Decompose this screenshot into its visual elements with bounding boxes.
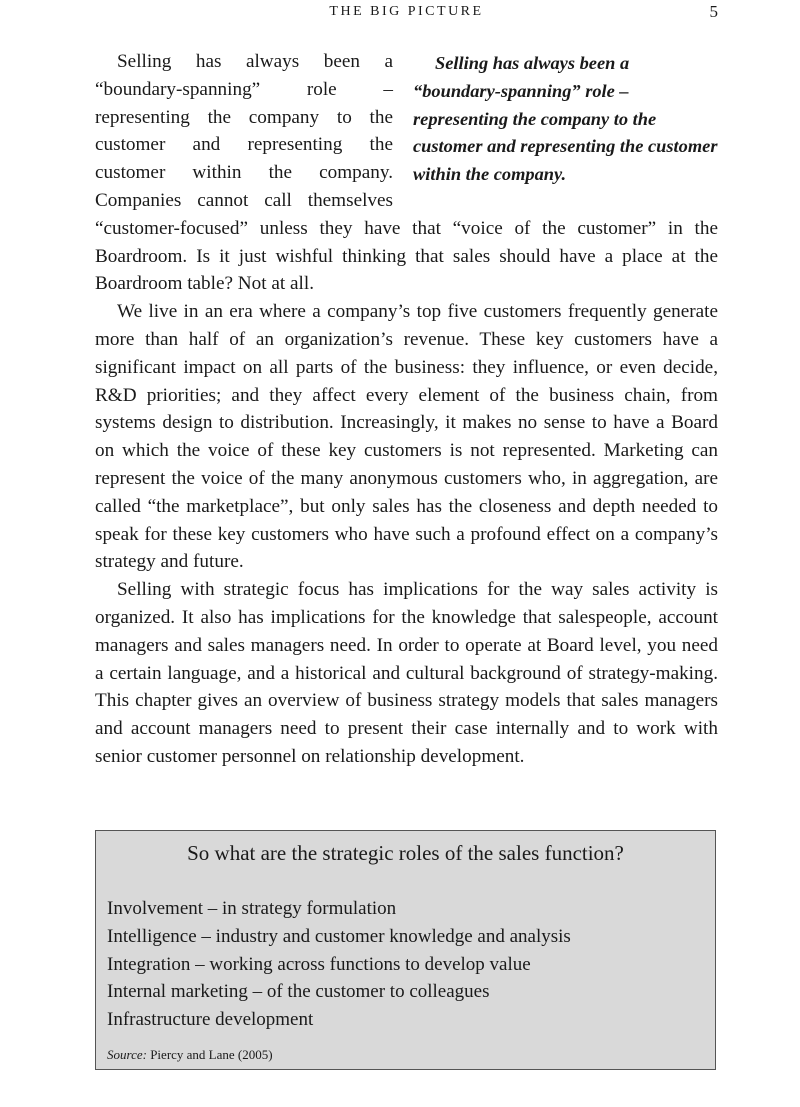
source-label: Source: — [107, 1046, 147, 1062]
paragraph-1-text: Selling has always been a “boundary-spanning” role – representing the company to the customer and representing the customer within the company. Companies cannot call themselves “customer-focused” unless they have that “voice of the customer” in the Boardroom. Is it just wishful thinking that sales should have a place at the Boardroom table? Not at all. — [95, 51, 718, 295]
body-text — [95, 48, 718, 771]
callout-box-source — [107, 1047, 715, 1063]
callout-box-title: So what are the strategic roles of the sales function? — [187, 841, 624, 865]
page-header — [95, 4, 718, 24]
running-head: THE BIG PICTURE — [329, 4, 484, 19]
list-item: Internal marketing – of the customer to colleagues — [107, 981, 490, 1003]
source-text: Piercy and Lane (2005) — [150, 1046, 273, 1062]
paragraph-1 — [95, 48, 718, 298]
list-item: Intelligence – industry and customer knowledge and analysis — [107, 925, 571, 947]
list-item: Integration – working across functions to develop value — [107, 953, 531, 975]
callout-box — [95, 830, 716, 1070]
pullquote: Selling has always been a “boundary-spanning” role – representing the company to the customer and representing the customer within the company. — [413, 53, 718, 185]
callout-box-list — [107, 895, 715, 1034]
list-item: Involvement – in strategy formulation — [107, 898, 397, 919]
list-item: Infrastructure development — [107, 1009, 314, 1031]
page-number: 5 — [709, 2, 718, 21]
paragraph-3: Selling with strategic focus has implications for the way sales activity is organized. It also has implications for the knowledge that salespeople, account managers and sales managers need. In order to operate at Board level, you need a certain language, and a historical and cultural background of strategy-making. This chapter gives an overview of business strategy models that sales managers and account managers need to present their case internally and to work with senior customer personnel on relationship development. — [95, 579, 718, 767]
paragraph-2: We live in an era where a company’s top five customers frequently generate more than half of an organization’s revenue. These key customers have a significant impact on all parts of the business: they influence, or even decide, R&D priorities; and they affect every element of the business chain, from systems design to distribution. Increasingly, it makes no sense to have a Board on which the voice of these key customers is not represented. Marketing can represent the voice of the many anonymous customers who, in aggregation, are called “the marketplace”, but only sales has the closeness and depth needed to speak for these key customers who have such a profound effect on a company’s strategy and future. — [95, 301, 718, 573]
